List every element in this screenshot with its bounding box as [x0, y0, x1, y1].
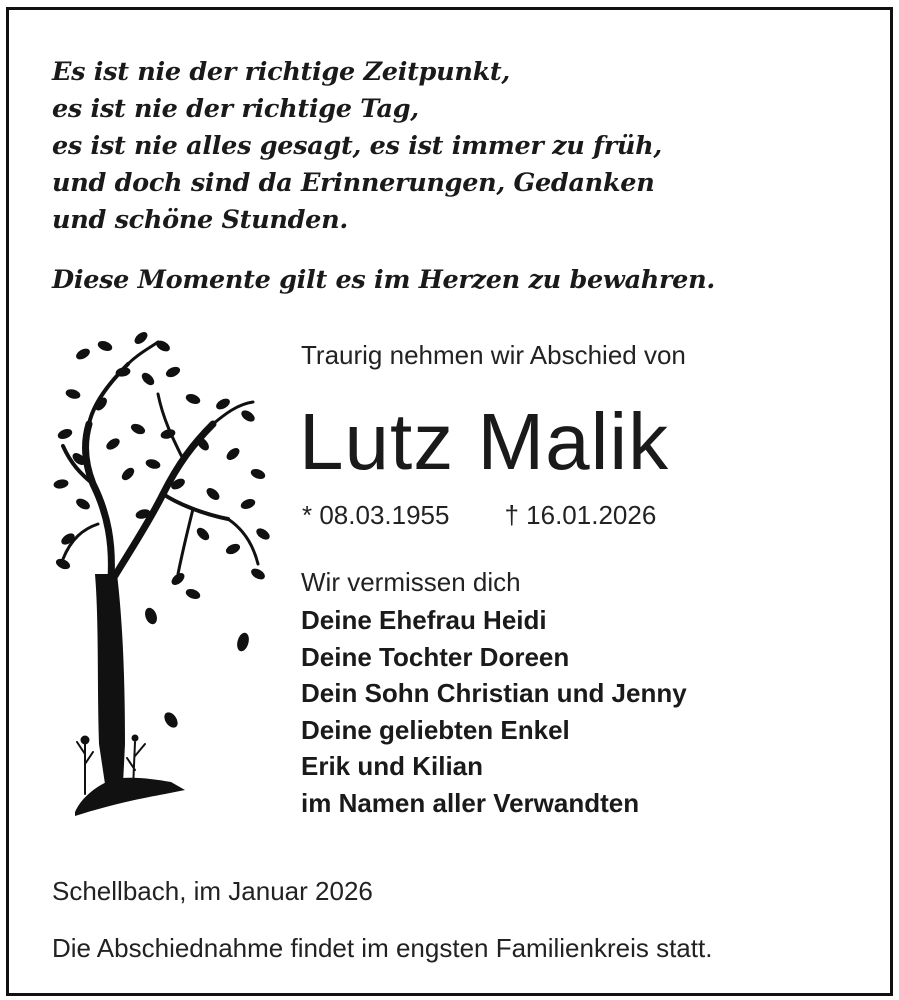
- tree-silhouette-icon: [53, 324, 273, 824]
- death-date: † 16.01.2026: [504, 500, 657, 530]
- poem-line: es ist nie alles gesagt, es ist immer zu früh,: [52, 131, 662, 161]
- mourner: Deine geliebten Enkel: [301, 714, 570, 745]
- poem: [52, 54, 662, 239]
- deceased-name: Lutz Malik: [299, 397, 670, 486]
- farewell-notice: Die Abschiednahme findet im engsten Familienkreis statt.: [52, 933, 713, 963]
- poem-line: und schöne Stunden.: [52, 205, 348, 235]
- family-intro: Wir vermissen dich: [301, 567, 521, 597]
- mourner: Deine Ehefrau Heidi: [301, 605, 547, 635]
- poem-closing: Diese Momente gilt es im Herzen zu bewahren.: [52, 265, 715, 295]
- farewell-intro: Traurig nehmen wir Abschied von: [301, 340, 686, 370]
- life-dates: [302, 500, 656, 531]
- birth-date: * 08.03.1955: [302, 500, 450, 530]
- mourner: Dein Sohn Christian und Jenny: [301, 678, 687, 708]
- mourner: Erik und Kilian: [301, 751, 484, 781]
- poem-line: es ist nie der richtige Tag,: [52, 94, 419, 124]
- obituary-frame: [6, 7, 893, 996]
- mourners-list: [301, 602, 687, 821]
- poem-line: Es ist nie der richtige Zeitpunkt,: [52, 57, 510, 87]
- mourner: Deine Tochter Doreen: [301, 641, 570, 672]
- poem-line: und doch sind da Erinnerungen, Gedanken: [52, 168, 655, 198]
- mourner: im Namen aller Verwandten: [301, 787, 640, 818]
- place-date: Schellbach, im Januar 2026: [52, 876, 373, 906]
